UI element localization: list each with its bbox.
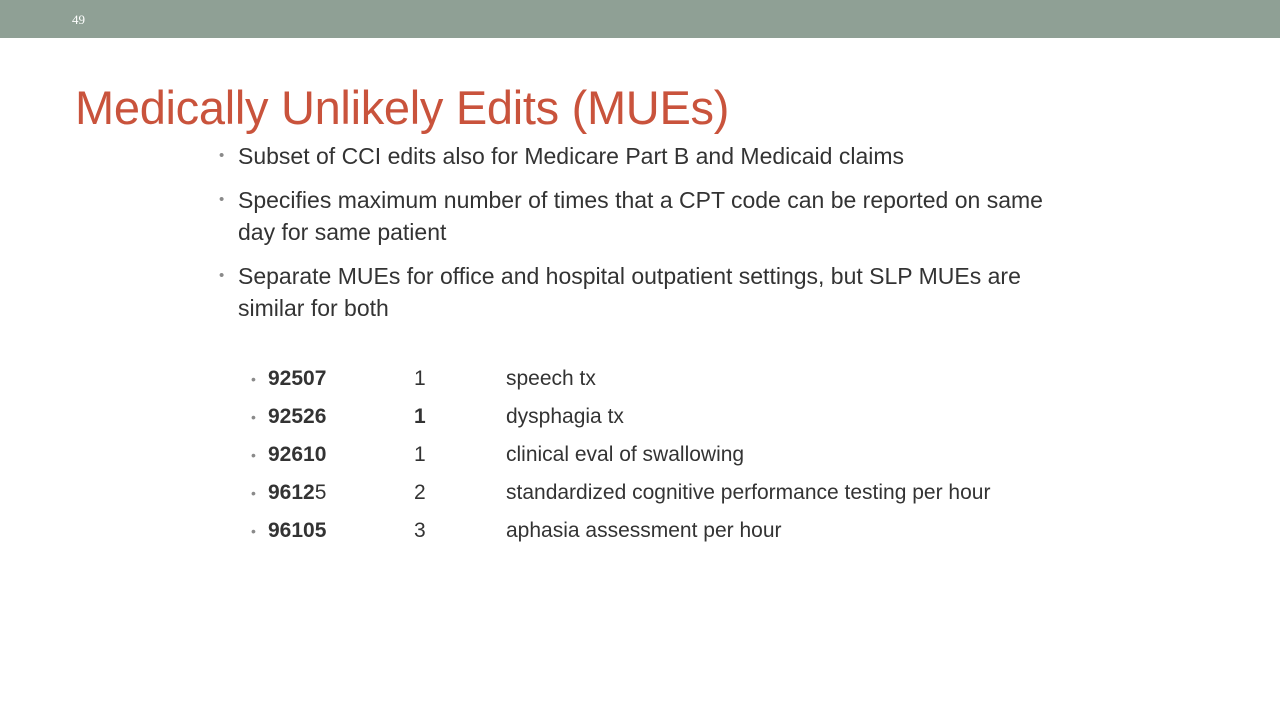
bullet-item — [218, 140, 1048, 172]
bullet-text: Subset of CCI edits also for Medicare Part B and Medicaid claims — [238, 143, 905, 169]
code-description: standardized cognitive performance testing per hour — [506, 481, 991, 504]
cpt-code-list — [250, 364, 1050, 554]
bullet-dot-icon: • — [251, 409, 256, 425]
slide-number: 49 — [72, 12, 85, 27]
top-bar — [0, 0, 1280, 38]
mue-value: 1 — [414, 367, 426, 390]
bullet-dot-icon: • — [251, 371, 256, 387]
cpt-code: 92610 — [268, 443, 327, 466]
code-description: dysphagia tx — [506, 405, 624, 428]
slide-title: Medically Unlikely Edits (MUEs) — [75, 81, 730, 134]
code-description: speech tx — [506, 367, 596, 390]
bullet-item — [218, 184, 1048, 248]
cpt-code-row — [250, 478, 1050, 508]
cpt-code-row — [250, 516, 1050, 546]
bullet-dot-icon: • — [219, 147, 225, 164]
bullet-dot-icon: • — [219, 267, 225, 284]
cpt-code: 96105 — [268, 519, 327, 542]
cpt-code-row — [250, 440, 1050, 470]
bullet-dot-icon: • — [219, 191, 225, 208]
mue-value: 2 — [414, 481, 426, 504]
cpt-code-row — [250, 402, 1050, 432]
cpt-code: 92526 — [268, 405, 327, 428]
bullet-dot-icon: • — [251, 485, 256, 501]
cpt-code-row — [250, 364, 1050, 394]
code-description: clinical eval of swallowing — [506, 443, 745, 466]
bullet-text: Specifies maximum number of times that a CPT code can be reported on same day for same patient — [238, 187, 1043, 245]
bullet-dot-icon: • — [251, 523, 256, 539]
bullet-dot-icon: • — [251, 447, 256, 463]
mue-value: 3 — [414, 519, 426, 542]
cpt-code-rest-part: 5 — [314, 481, 327, 504]
main-bullet-list — [218, 140, 1048, 336]
mue-value: 1 — [414, 405, 426, 428]
cpt-code — [268, 478, 414, 508]
cpt-code-bold-part: 9612 — [268, 481, 315, 504]
bullet-text: Separate MUEs for office and hospital outpatient settings, but SLP MUEs are similar for both — [238, 263, 1021, 321]
cpt-code: 92507 — [268, 367, 327, 390]
code-description: aphasia assessment per hour — [506, 519, 782, 542]
mue-value: 1 — [414, 443, 426, 466]
bullet-item — [218, 260, 1048, 324]
